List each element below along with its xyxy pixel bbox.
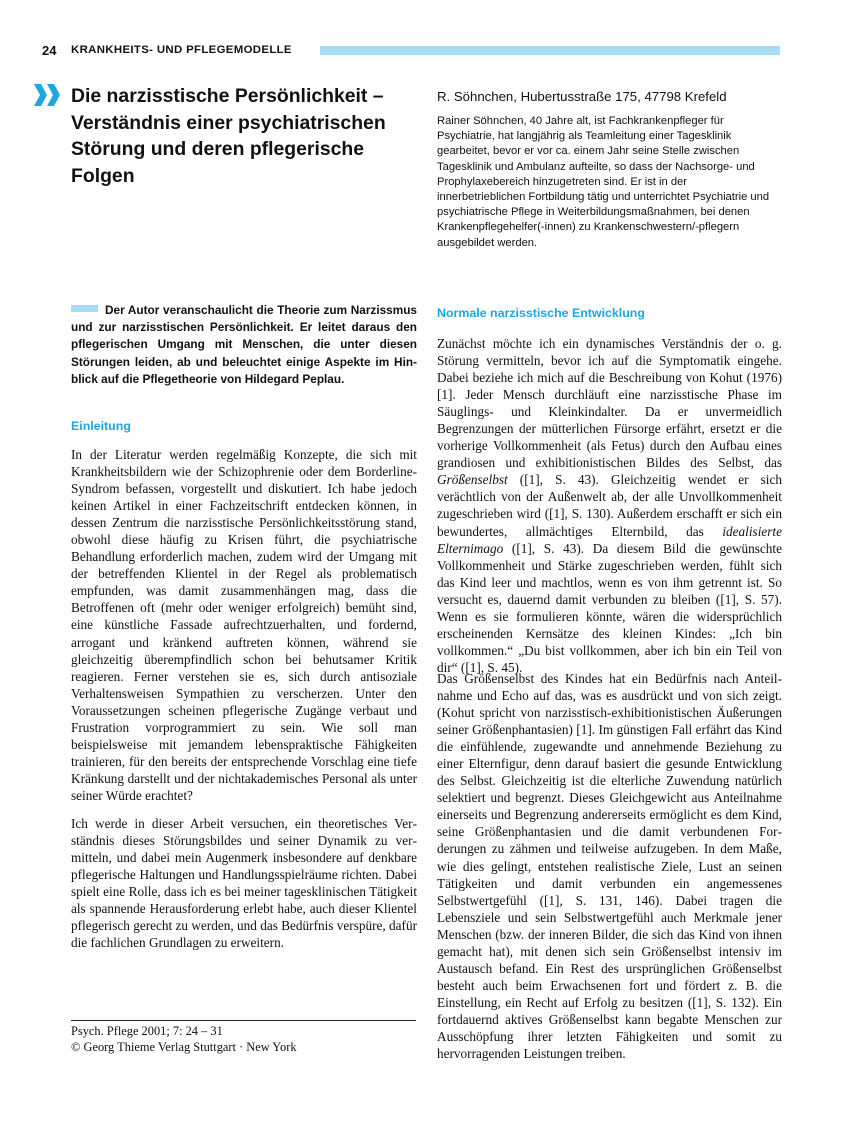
- footer-divider: [71, 1020, 416, 1021]
- page-number: 24: [42, 43, 57, 58]
- section-heading-einleitung: Einleitung: [71, 419, 131, 433]
- running-title: KRANKHEITS- UND PFLEGEMODELLE: [71, 44, 292, 56]
- paragraph-normal-1-part-a: Zunächst möchte ich ein dynamisches Verständnis der o. g. Störung vermitteln, bevor ich auf die Symptomatik eingehe. Dabei beziehe ich mich auf die Beschreibung von Kohut (1976) [1]. Jeder Mensch durchläuft eine narzisstische Phase im Säuglings- und Kleinkindalter. Da er unvermeidlich Begrenzungen der mütterlichen Fürsorge erfährt, ersetzt er die vorherige Vollkommenheit (als Fetus) durch den Aufbau eines grandiosen und exhibitionistischen Bildes des Selbst, das: [437, 336, 782, 471]
- paragraph-normal-1-part-b: ([1], S. 43). Gleichzeitig wendet er sich verächtlich von der Außenwelt ab, der alle Unvollkommenheit zugeschrieben wird ([1], S. 130). Außerdem erschafft er sich ein bewundertes, allmächtiges Elternbild, das: [437, 472, 782, 539]
- section-heading-normal-development: Normale narzisstische Entwicklung: [437, 306, 645, 320]
- abstract-marker: [71, 305, 98, 312]
- header-accent-bar: [320, 46, 780, 55]
- author-bio: [437, 114, 775, 251]
- author-address: R. Söhnchen, Hubertusstraße 175, 47798 Krefeld: [437, 89, 727, 104]
- paragraph-normal-2: Das Größenselbst des Kindes hat ein Bedürfnis nach Anteilnahme und Echo auf das, was es ausdrückt und von sich zeigt. (Kohut spricht von narzisstisch-exhibitionistischen Äußerungen seiner Größenphantasien) [1]. Im günstigen Fall erfährt das Kind die einfühlende, zugewandte und annehmende Beziehung zu einer Elternfigur, denn darauf basiert die gesunde Entwicklung des Selbst. Gleichzeitig ist die elterliche Zuwendung natürlich selektiert und begrenzt. Dieses Gleichgewicht aus Anteilnahme einerseits und Begrenzung andererseits ermöglicht es dem Kind, seine Größenphantasien und die damit verbundenen Forderungen zu zähmen und teilweise aufzugeben. In dem Maße, wie dies gelingt, entstehen realistische Ziele, Lust an seinen Tätigkeiten und damit verbunden ein angemessenes Selbstwertgefühl ([1], S. 131, 146). Dabei tragen die Lebensziele und sein Selbstwertgefühl auch Merkmale jener Menschen (bzw. der inneren Bilder, die sich das Kind von ihnen gemacht hat), mit denen sich sein Größenselbst intensiv im Austausch befand. Ein Rest des ursprünglichen Größenselbst besteht auch beim Erwachsenen fort und fördert z. B. die Einstellung, ein Recht auf Erfolg zu besitzen ([1], S. 132). Ein fortdauernd aktives Größenselbst kann begabte Menschen zur Ausschöpfung ihrer letzten Fähigkeiten und somit zu hervorragenden Leistungen treiben.: [437, 671, 782, 1062]
- paragraph-normal-1-part-c: ([1], S. 43). Da diesem Bild die gewünschte Vollkommenheit und Stärke zugeschrieben werden, fühlt sich das Kind leer und machtlos, wenn es von ihm getrennt ist. So versucht es, dauernd damit verbunden zu bleiben ([1], S. 57). Wenn es sie formulieren könnte, wären die widersprüchlich erscheinenden Kernsätze des kleinen Kindes: „Ich bin vollkommen.“ „Du bist vollkommen, aber ich bin ein Teil von dir“ ([1], S. 45).: [437, 540, 782, 675]
- abstract-text: Der Autor veranschaulicht die Theorie zum Narzissmus und zur narzisstischen Persönlichkeit. Er leitet daraus den pflegerischen Umgang mit Menschen, die unter diesen Störungen leiden, ab und beleuchtet einige Aspekte im Hinblick auf die Pflegetheorie von Hildegard Peplau.: [71, 303, 417, 386]
- paragraph-normal-1: [437, 335, 782, 676]
- abstract: [71, 302, 417, 388]
- footer-citation: Psych. Pflege 2001; 7: 24 – 31: [71, 1024, 223, 1038]
- paragraph-einleitung-1: In der Literatur werden regelmäßig Konzepte, die sich mit Krankheitsbildern wie der Schizophrenie oder dem Borderline-Syndrom befassen, vorgestellt und diskutiert. Ich habe jedoch keinen Artikel in einer Fachzeitschrift entdecken können, in dessen Zentrum die narzisstische Persönlichkeitsstörung stand, obwohl diese häufig zu Krisen führt, die psychiatrische Behandlung erforderlich machen, zudem wird der Umgang mit der betreffenden Klientel in der Regel als problematisch empfunden, was damit zusammenhängen mag, dass die Betroffenen oft (mehr oder weniger erfolgreich) bemüht sind, eine künstliche Fassade aufrechtzuerhalten, und fordernd, arrogant und kränkend auftreten können, während sie gleichzeitig überempfindlich schon bei behutsamer Kritik reagieren. Ferner verstehen sie es, sich durch antisoziale Verhaltensweisen Sympathien zu verscherzen. Unter den Voraussetzungen scheinen pflegerische Zugänge verbaut und Frustration vorprogrammiert zu sein. Wie soll man beispielsweise mit jemandem lebenspraktische Fähigkeiten trainieren, für den bereits der entsprechende Vorschlag eine tiefe Kränkung darstellt und der nichtakademisches Personal als unter seiner Würde erachtet?: [71, 447, 417, 803]
- chevron-double-right-icon: [34, 84, 62, 106]
- footer-copyright: © Georg Thieme Verlag Stuttgart · New York: [71, 1040, 297, 1054]
- article-title: Die narzisstische Persönlichkeit – Verständnis einer psychiatrischen Störung und deren pflegerische Folgen: [71, 85, 386, 187]
- paragraph-einleitung-2: Ich werde in dieser Arbeit versuchen, ein theoretisches Verständnis dieses Störungsbildes und seiner Dynamik zu vermitteln, und dabei mein Augenmerk insbesondere auf denkbare pflegerische Haltungen und Handlungsspielräume richten. Dabei spielt eine Rolle, dass ich es bei meiner tagesklinischen Tätigkeit als spannende Herausforderung erlebt habe, auch dieser Klientel pflegerisch gerecht zu werden, und das Bedürfnis verspüre, dafür die fachlichen Grundlagen zu erweitern.: [71, 816, 417, 951]
- term-idealisierte-elternimago: idealisierte Elternimago: [437, 523, 782, 556]
- author-bio-text: Rainer Söhnchen, 40 Jahre alt, ist Fachkrankenpfleger für Psychiatrie, hat langjährig als Teamleitung einer Tagesklinik gearbeitet, bevor er vor ca. einem Jahr seine Stelle zwischen Tagesklinik und Ambulanz aufteilte, so dass der Nachsorge- und Prophylaxebereich hinzugetreten sind. Er ist in der innerbetrieblichen Fortbildung tätig und unterrichtet Psychiatrie und psychiatrische Pflege in Weiterbildungsmaßnahmen, bei denen Krankenpflegehelfer(-innen) zu Krankenschwestern/-pflegern ausgebildet werden.: [437, 115, 770, 249]
- term-groessenselbst: Größenselbst: [437, 472, 508, 488]
